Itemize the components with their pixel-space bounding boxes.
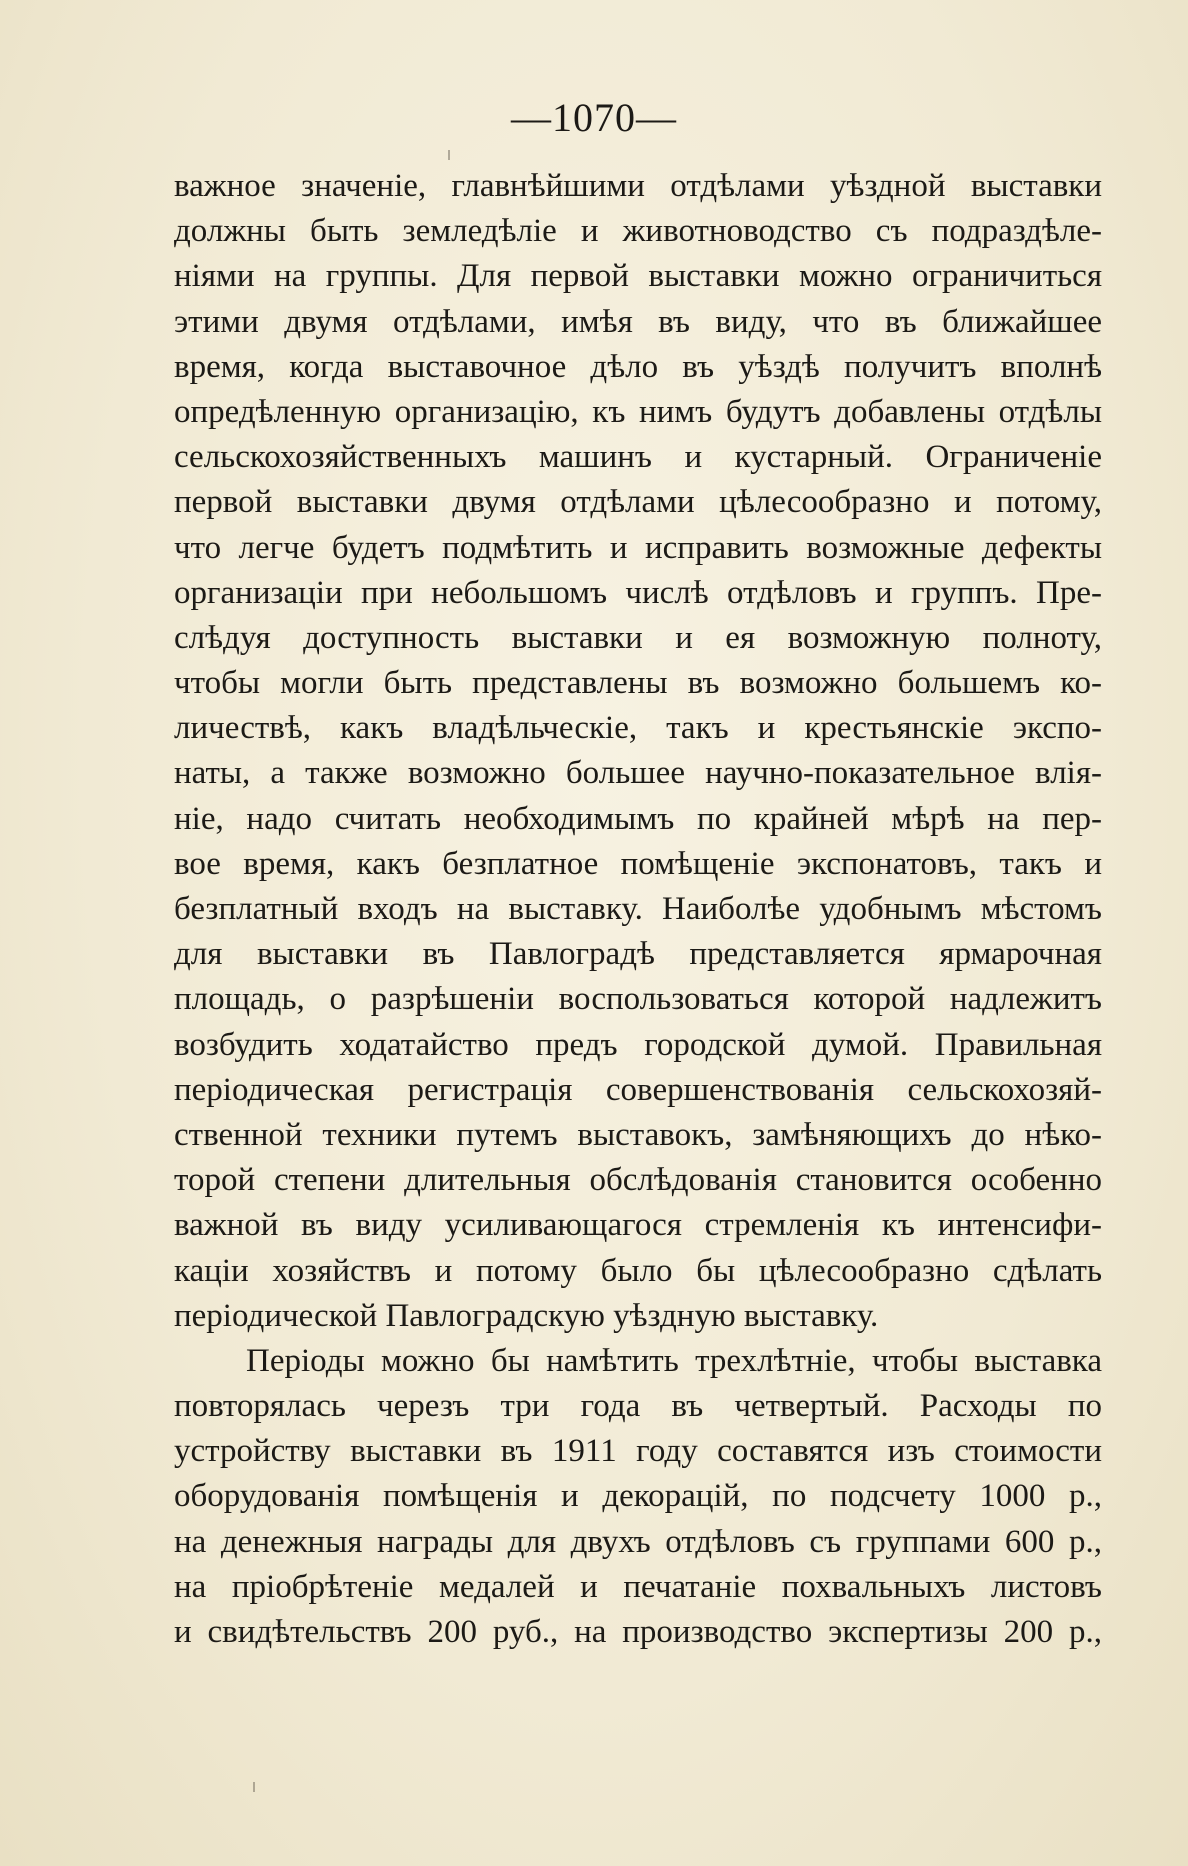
text-line: чтобы могли быть представлены въ возможно большемъ ко- [174,665,1102,702]
text-line: ніе, надо считать необходимымъ по крайней мѣрѣ на пер- [174,800,1102,837]
text-line: торой степени длительныя обслѣдованія становится особенно [174,1162,1102,1199]
text-line: сельскохозяйственныхъ машинъ и кустарный. Ограниченіе [174,439,1102,476]
text-line: опредѣленную организацію, къ нимъ будутъ добавлены отдѣлы [174,393,1102,430]
text-line: каціи хозяйствъ и потому было бы цѣлесообразно сдѣлать [174,1252,1102,1289]
paper-speck [253,1782,255,1792]
text-line: что легче будетъ подмѣтить и исправить возможные дефекты [174,529,1102,566]
text-line: на денежныя награды для двухъ отдѣловъ съ группами 600 р., [174,1523,1102,1560]
text-line: и свидѣтельствъ 200 руб., на производство экспертизы 200 р., [174,1614,1102,1650]
text-line: слѣдуя доступность выставки и ея возможную полноту, [174,619,1102,656]
text-line: ніями на группы. Для первой выставки можно ограничиться [174,258,1102,295]
text-line: вое время, какъ безплатное помѣщеніе экспонатовъ, такъ и [174,845,1102,882]
text-line: возбудить ходатайство предъ городской думой. Правильная [174,1026,1102,1063]
text-line: на пріобрѣтеніе медалей и печатаніе похвальныхъ листовъ [174,1568,1102,1605]
text-line: Періоды можно бы намѣтить трехлѣтніе, чтобы выставка [246,1342,1102,1379]
text-line: безплатный входъ на выставку. Наиболѣе удобнымъ мѣстомъ [174,891,1102,927]
paper-speck [448,150,450,160]
text-line: устройству выставки въ 1911 году составятся изъ стоимости [174,1433,1102,1470]
text-line: для выставки въ Павлоградѣ представляется ярмарочная [174,936,1102,973]
text-line: наты, а также возможно большее научно-показательное влія- [174,755,1102,792]
text-line: этими двумя отдѣлами, имѣя въ виду, что въ ближайшее [174,303,1102,340]
text-line: важное значеніе, главнѣйшими отдѣлами уѣздной выставки [174,168,1102,204]
text-line: первой выставки двумя отдѣлами цѣлесообразно и потому, [174,484,1102,521]
text-line: важной въ виду усиливающагося стремленія къ интенсифи- [174,1207,1102,1244]
text-line: періодической Павлоградскую уѣздную выставку. [174,1297,879,1334]
paragraph-1 [174,164,1102,1339]
body-text [174,164,1102,1655]
text-line: періодическая регистрація совершенствованія сельскохозяй- [174,1071,1102,1108]
text-line: организаціи при небольшомъ числѣ отдѣловъ и группъ. Пре- [174,574,1102,611]
text-line: площадь, о разрѣшеніи воспользоваться которой надлежитъ [174,981,1102,1018]
page-number: —1070— [511,95,677,140]
text-line: ственной техники путемъ выставокъ, замѣняющихъ до нѣко- [174,1116,1102,1153]
paragraph-2 [174,1339,1102,1655]
text-line: время, когда выставочное дѣло въ уѣздѣ получитъ вполнѣ [174,348,1102,385]
text-line: повторялась черезъ три года въ четвертый. Расходы по [174,1388,1102,1425]
text-line: личествѣ, какъ владѣльческіе, такъ и крестьянскіе экспо- [174,710,1102,747]
text-line: оборудованія помѣщенія и декорацій, по подсчету 1000 р., [174,1478,1102,1515]
text-line: должны быть земледѣліе и животноводство съ подраздѣле- [174,213,1102,250]
